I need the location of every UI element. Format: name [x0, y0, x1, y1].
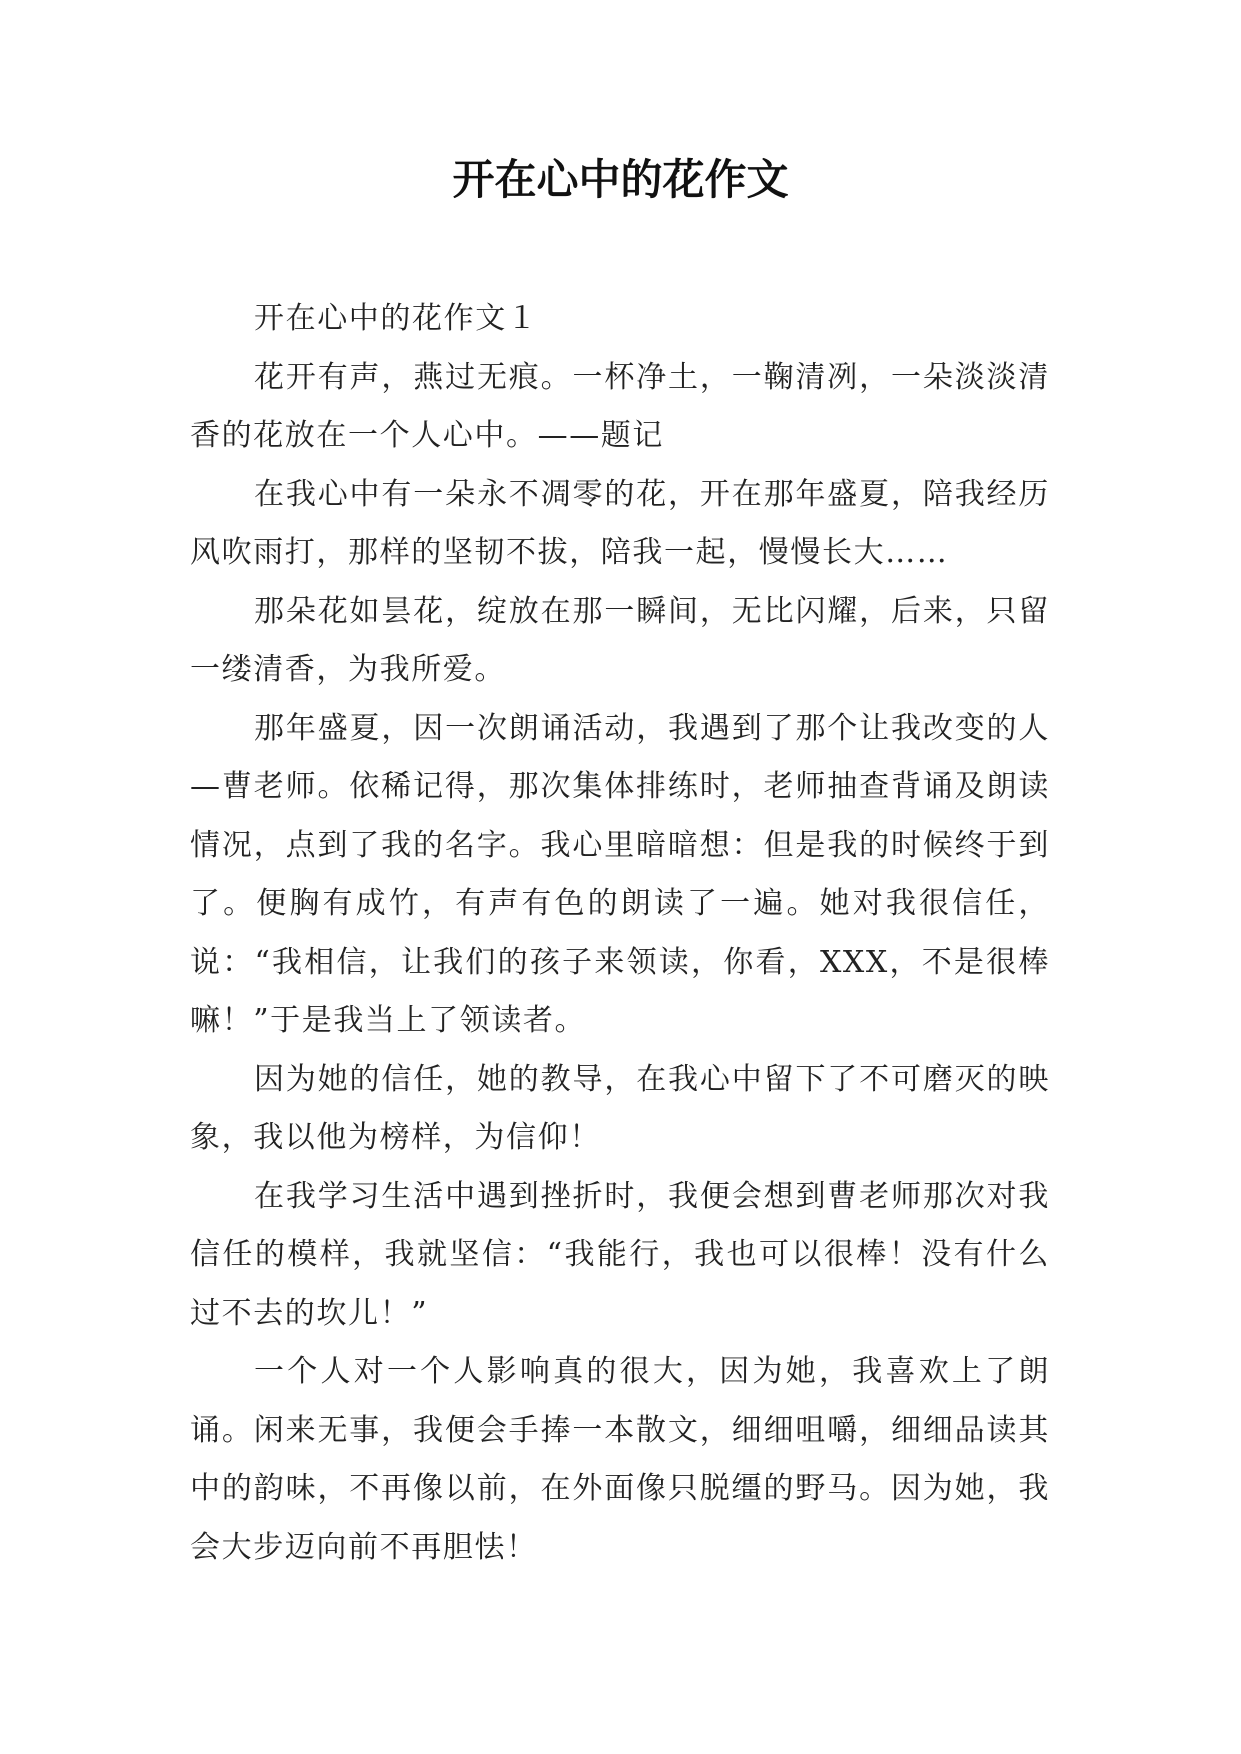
paragraph: 在我学习生活中遇到挫折时，我便会想到曹老师那次对我信任的模样，我就坚信：“我能行，我也可以很棒！没有什么过不去的坎儿！” — [190, 1178, 1050, 1331]
section-heading: 开在心中的花作文１ — [254, 301, 539, 336]
paragraph: 因为她的信任，她的教导，在我心中留下了不可磨灭的映象，我以他为榜样，为信仰！ — [190, 1061, 1050, 1155]
document-title: 开在心中的花作文 — [452, 155, 789, 204]
paragraph: 那朵花如昙花，绽放在那一瞬间，无比闪耀，后来，只留一缕清香，为我所爱。 — [190, 593, 1050, 687]
paragraph: 那年盛夏，因一次朗诵活动，我遇到了那个让我改变的人—曹老师。依稀记得，那次集体排练时，老师抽查背诵及朗读情况，点到了我的名字。我心里暗暗想：但是我的时候终于到了。便胸有成竹，有声有色的朗读了一遍。她对我很信任，说：“我相信，让我们的孩子来领读，你看，XXX，不是很棒嘛！”于是我当上了领读者。 — [190, 710, 1050, 1038]
paragraph: 花开有声，燕过无痕。一杯净土，一鞠清冽，一朵淡淡清香的花放在一个人心中。——题记 — [190, 359, 1050, 453]
paragraph: 一个人对一个人影响真的很大，因为她，我喜欢上了朗诵。闲来无事，我便会手捧一本散文，细细咀嚼，细细品读其中的韵味，不再像以前，在外面像只脱缰的野马。因为她，我会大步迈向前不再胆怯！ — [190, 1354, 1050, 1565]
document-body — [190, 290, 1050, 1577]
paragraph: 在我心中有一朵永不凋零的花，开在那年盛夏，陪我经历风吹雨打，那样的坚韧不拔，陪我一起，慢慢长大…… — [190, 476, 1050, 570]
